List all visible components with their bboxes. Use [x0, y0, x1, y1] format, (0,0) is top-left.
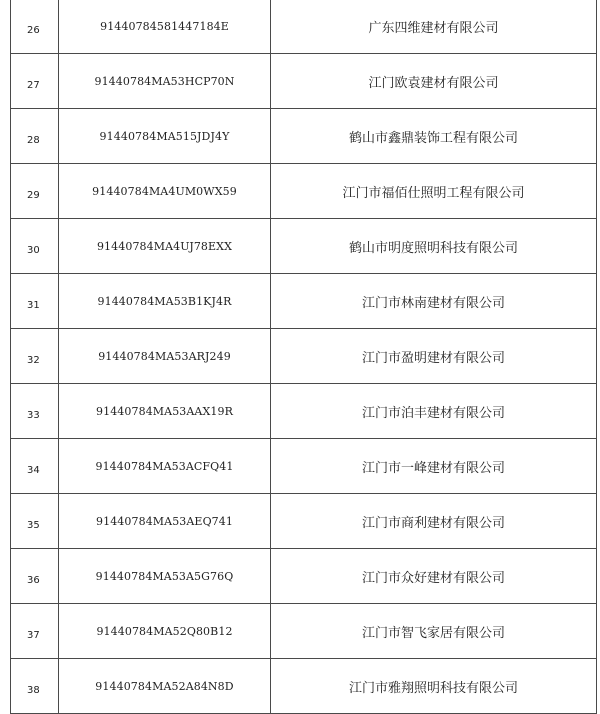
table-row — [11, 109, 597, 164]
table-row — [11, 329, 597, 384]
table-row — [11, 219, 597, 274]
company-name: 江门市林南建材有限公司 — [271, 274, 597, 329]
table-row — [11, 274, 597, 329]
credit-code: 91440784MA53ARJ249 — [59, 329, 271, 384]
table-row — [11, 439, 597, 494]
company-name: 江门市雅翔照明科技有限公司 — [271, 659, 597, 714]
company-name: 江门市盈明建材有限公司 — [271, 329, 597, 384]
table-row — [11, 494, 597, 549]
row-number: 28 — [11, 109, 59, 164]
credit-code: 91440784MA52A84N8D — [59, 659, 271, 714]
company-name: 广东四维建材有限公司 — [271, 0, 597, 54]
credit-code: 91440784MA515JDJ4Y — [59, 109, 271, 164]
row-number: 34 — [11, 439, 59, 494]
row-number: 37 — [11, 604, 59, 659]
row-number: 31 — [11, 274, 59, 329]
table-row — [11, 0, 597, 54]
company-name: 江门市众好建材有限公司 — [271, 549, 597, 604]
company-name: 鹤山市鑫鼎装饰工程有限公司 — [271, 109, 597, 164]
table-row — [11, 604, 597, 659]
credit-code: 91440784MA4UM0WX59 — [59, 164, 271, 219]
credit-code: 91440784MA53HCP70N — [59, 54, 271, 109]
company-name: 鹤山市明度照明科技有限公司 — [271, 219, 597, 274]
row-number: 35 — [11, 494, 59, 549]
company-name: 江门欧袁建材有限公司 — [271, 54, 597, 109]
company-name: 江门市智飞家居有限公司 — [271, 604, 597, 659]
credit-code: 91440784MA53AAX19R — [59, 384, 271, 439]
credit-code: 91440784MA53A5G76Q — [59, 549, 271, 604]
company-name: 江门市商利建材有限公司 — [271, 494, 597, 549]
company-table — [10, 0, 597, 714]
credit-code: 91440784MA53B1KJ4R — [59, 274, 271, 329]
credit-code: 91440784MA52Q80B12 — [59, 604, 271, 659]
row-number: 29 — [11, 164, 59, 219]
table-row — [11, 549, 597, 604]
company-name: 江门市福佰仕照明工程有限公司 — [271, 164, 597, 219]
row-number: 36 — [11, 549, 59, 604]
row-number: 32 — [11, 329, 59, 384]
company-name: 江门市泊丰建材有限公司 — [271, 384, 597, 439]
company-table-wrapper — [10, 0, 596, 714]
table-row — [11, 384, 597, 439]
row-number: 33 — [11, 384, 59, 439]
row-number: 26 — [11, 0, 59, 54]
credit-code: 91440784MA4UJ78EXX — [59, 219, 271, 274]
credit-code: 91440784MA53ACFQ41 — [59, 439, 271, 494]
row-number: 30 — [11, 219, 59, 274]
credit-code: 91440784MA53AEQ741 — [59, 494, 271, 549]
credit-code: 91440784581447184E — [59, 0, 271, 54]
company-name: 江门市一峰建材有限公司 — [271, 439, 597, 494]
table-row — [11, 54, 597, 109]
table-row — [11, 659, 597, 714]
table-row — [11, 164, 597, 219]
row-number: 38 — [11, 659, 59, 714]
row-number: 27 — [11, 54, 59, 109]
